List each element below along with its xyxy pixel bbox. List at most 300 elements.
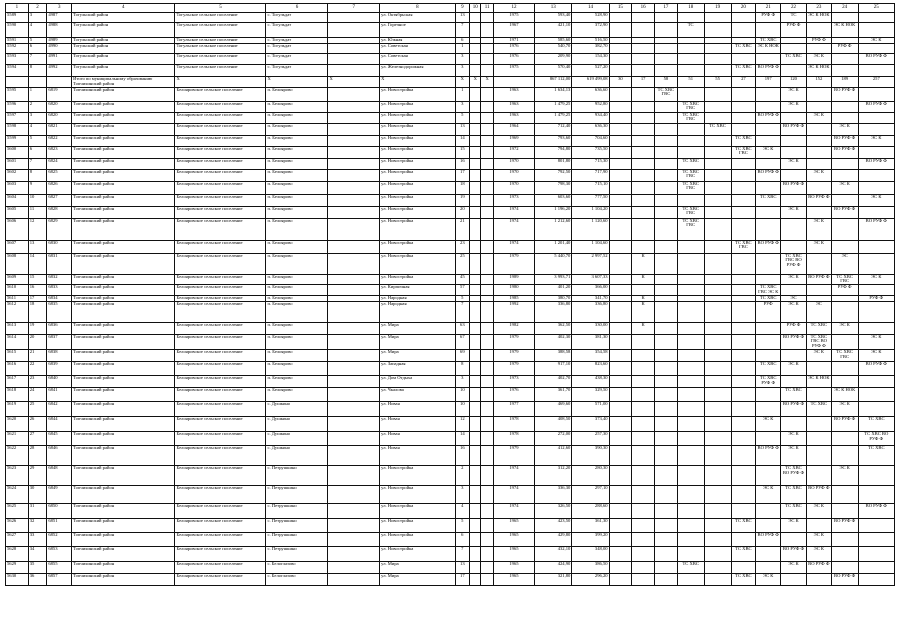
table-cell: ЭС К [858,135,894,146]
table-cell: Итого по муниципальному образованию Топчихинский район [72,77,175,88]
table-row [6,285,895,296]
table-cell: Топчихинский район [72,218,175,240]
table-cell: ЭС К [781,206,807,218]
table-cell [481,274,493,285]
table-cell [831,561,858,573]
table-cell [655,573,678,585]
table-cell [731,274,756,285]
table-cell: ЭС К [806,112,831,123]
table-cell: Топчихинский район [72,465,175,485]
table-cell [328,44,380,54]
table-cell [328,334,380,349]
table-cell: Белояровское сельское поселение [175,87,266,101]
table-cell: 6846 [47,445,72,465]
table-cell [470,322,481,334]
table-cell: п. Белоярово [266,194,328,206]
table-cell: 715,30 [572,158,609,169]
table-cell: 6827 [47,194,72,206]
table-cell: 717,90 [572,169,609,181]
table-cell [731,301,756,322]
table-cell [704,240,731,253]
table-cell [655,361,678,375]
table-cell: 712,40 [535,123,572,135]
table-cell [609,349,632,361]
table-cell [677,87,704,101]
table-cell [756,561,781,573]
table-cell: 1 479,25 [535,112,572,123]
table-cell [632,194,655,206]
table-cell [831,240,858,253]
table-cell [632,206,655,218]
table-cell [609,401,632,416]
table-cell [655,123,678,135]
table-cell: Топчихинский район [72,322,175,334]
table-cell: 336,30 [535,485,572,503]
table-cell: 3 [455,101,469,112]
table-cell: ЭС К [806,54,831,65]
table-cell: 5613 [6,322,29,334]
table-cell [632,240,655,253]
table-cell: 348,00 [572,546,609,561]
table-cell: 1979 [493,361,534,375]
table-cell: РУФ [756,301,781,322]
column-number: 13 [535,4,572,13]
table-cell: Топчихинский район [72,206,175,218]
table-row [6,44,895,54]
table-cell: Белояровское сельское поселение [175,416,266,431]
table-cell: 402,30 [535,334,572,349]
table-cell: ВО РУФ Ф [858,101,894,112]
table-cell: 9 [28,181,47,194]
table-cell [756,334,781,349]
table-cell: 1963 [493,87,534,101]
column-number: 7 [328,4,380,13]
table-cell: 1 196,20 [535,206,572,218]
table-cell: Топчихинский район [72,485,175,503]
table-cell [858,387,894,401]
table-cell [328,240,380,253]
table-cell [858,169,894,181]
table-cell: 15 [455,146,469,158]
table-row [6,546,895,561]
table-cell [858,285,894,296]
table-cell: 1977 [493,401,534,416]
table-cell: 469,60 [535,401,572,416]
table-cell [704,112,731,123]
table-cell: 154,30 [572,54,609,65]
table-cell [756,465,781,485]
table-cell [470,416,481,431]
table-cell [632,101,655,112]
table-cell: Белояровское сельское поселение [175,194,266,206]
table-cell [756,123,781,135]
table-row [6,431,895,445]
table-cell [328,546,380,561]
table-cell [470,123,481,135]
column-number: 25 [858,4,894,13]
table-cell [858,465,894,485]
table-cell: Тогульский район [72,65,175,77]
table-cell [609,301,632,322]
table-cell: 5597 [6,112,29,123]
table-cell [481,240,493,253]
table-cell: 5605 [6,206,29,218]
table-cell: 296,20 [572,573,609,585]
table-row [6,301,895,322]
table-cell [731,561,756,573]
table-cell: 399,20 [572,532,609,546]
table-cell [781,194,807,206]
table-cell: ТС ХВС [858,445,894,465]
table-cell [470,445,481,465]
table-cell [655,431,678,445]
table-cell: с. Душкино [266,431,328,445]
table-cell [677,503,704,518]
table-cell [470,465,481,485]
table-cell [704,546,731,561]
table-cell: с. Тогульдат [266,38,328,44]
table-cell: ул. Новостройка [380,485,455,503]
table-cell: 6838 [47,349,72,361]
table-cell: 540,70 [535,44,572,54]
table-cell: ЭС К [781,445,807,465]
table-cell: 5626 [6,518,29,532]
table-cell: 354,58 [572,349,609,361]
table-cell: 5595 [6,87,29,101]
table-cell: ЭС К [756,485,781,503]
table-cell [731,101,756,112]
table-cell [481,87,493,101]
table-cell: ВО РУФ Ф [831,135,858,146]
table-cell [470,546,481,561]
table-cell [806,44,831,54]
table-cell [632,158,655,169]
table-cell: 6 [28,44,47,54]
table-cell [328,465,380,485]
table-cell [470,87,481,101]
table-cell [481,387,493,401]
table-cell [677,334,704,349]
table-cell: Тогульское сельское поселение [175,44,266,54]
table-cell: 336,80 [535,301,572,322]
table-row [6,518,895,532]
table-cell [328,146,380,158]
table-cell [632,169,655,181]
table-cell: ЭС К НОК [831,23,858,38]
table-cell [328,485,380,503]
table-cell: 917,10 [535,361,572,375]
table-row [6,361,895,375]
table-cell: Тогульское сельское поселение [175,38,266,44]
table-cell: 5627 [6,532,29,546]
header-row [6,4,895,13]
table-cell [756,218,781,240]
table-cell [328,416,380,431]
table-cell [328,503,380,518]
table-cell [632,135,655,146]
table-cell: 8 [28,169,47,181]
table-cell [632,546,655,561]
table-cell: ТС ХВС [677,561,704,573]
table-cell [806,87,831,101]
table-cell [731,253,756,274]
table-cell: 20 [28,334,47,349]
table-cell [609,561,632,573]
table-cell [806,361,831,375]
table-cell: ВО РУФ Ф [831,416,858,431]
table-row [6,135,895,146]
table-cell [858,23,894,38]
table-cell [704,503,731,518]
table-cell: Белояровское сельское поселение [175,146,266,158]
table-cell: 5628 [6,546,29,561]
table-cell: 5606 [6,218,29,240]
table-cell [831,13,858,23]
table-cell [731,503,756,518]
table-cell: с. Тогульдат [266,23,328,38]
table-cell [731,349,756,361]
table-cell [609,218,632,240]
table-cell: 6826 [47,181,72,194]
table-cell [481,23,493,38]
table-cell: Тогульский район [72,23,175,38]
table-cell [858,112,894,123]
table-cell: 4991 [47,54,72,65]
table-cell [470,375,481,387]
table-cell [481,194,493,206]
table-cell: 330,00 [572,322,609,334]
table-cell [731,445,756,465]
table-cell: 423,50 [535,518,572,532]
table-cell: 593,40 [535,13,572,23]
table-cell: 6851 [47,518,72,532]
table-cell: Белояровское сельское поселение [175,274,266,285]
table-cell: 408,50 [535,416,572,431]
table-cell: ул. Новостройка [380,240,455,253]
table-cell: ЭС К НОК [806,65,831,77]
table-cell: 1974 [493,240,534,253]
table-cell: 801,80 [535,158,572,169]
table-cell: 5 [28,135,47,146]
table-cell [481,135,493,146]
table-cell: ул. Новая [380,445,455,465]
table-cell: п. Белоярово [266,274,328,285]
table-cell: 4989 [47,38,72,44]
table-cell [609,169,632,181]
table-cell [632,431,655,445]
table-cell: 33 [28,532,47,546]
table-cell: 2 [455,465,469,485]
table-cell [731,13,756,23]
table-cell [756,101,781,112]
table-cell: 10 [28,194,47,206]
table-cell: 6 [28,146,47,158]
table-cell [704,206,731,218]
table-cell [470,253,481,274]
table-cell [328,65,380,77]
table-cell: 31 [28,503,47,518]
table-cell [704,65,731,77]
table-cell: Топчихинский район [72,135,175,146]
table-cell: с. Тогульдат [266,54,328,65]
table-cell [731,285,756,296]
table-cell [677,485,704,503]
table-cell [677,573,704,585]
table-cell: ВО РУФ Ф [781,546,807,561]
table-cell [731,158,756,169]
table-cell: ЭС [831,253,858,274]
table-cell: 1973 [493,194,534,206]
table-cell [781,240,807,253]
table-cell [806,146,831,158]
table-cell: ВО РУФ Ф [831,573,858,585]
table-cell: 438,30 [572,375,609,387]
table-cell: п. Белоярово [266,181,328,194]
table-cell: Тогульское сельское поселение [175,54,266,65]
table-cell: 14 [455,431,469,445]
table-cell: ТС [677,23,704,38]
table-cell [609,65,632,77]
table-cell [677,13,704,23]
table-cell: ВО РУФ Ф [781,334,807,349]
table-cell [481,485,493,503]
table-cell [831,445,858,465]
table-cell: 361,30 [572,518,609,532]
table-cell: Топчихинский район [72,503,175,518]
table-cell: ул. Мира [380,573,455,585]
table-cell [328,181,380,194]
table-cell: 6852 [47,532,72,546]
table-cell: 5614 [6,334,29,349]
table-cell [328,169,380,181]
table-cell: ТС ХВС ГВС [677,112,704,123]
table-cell [806,135,831,146]
table-cell [655,465,678,485]
table-cell [655,13,678,23]
table-cell [609,253,632,274]
table-cell: 7 [455,23,469,38]
table-cell [655,322,678,334]
table-cell [677,285,704,296]
table-cell [655,206,678,218]
table-cell: 366,00 [572,285,609,296]
table-cell: ТС ХВС [781,387,807,401]
table-cell [609,206,632,218]
table-cell [609,87,632,101]
table-cell: 1 212,60 [535,218,572,240]
table-cell [481,546,493,561]
table-cell: ТС ХВС ГВС [677,181,704,194]
table-cell [806,101,831,112]
table-cell [632,361,655,375]
column-number: 22 [781,4,807,13]
table-cell [609,181,632,194]
table-cell [470,181,481,194]
table-cell: Белояровское сельское поселение [175,181,266,194]
table-cell [655,301,678,322]
table-cell: Х [175,77,266,88]
table-cell: с. Белоглазово [266,573,328,585]
table-cell [632,401,655,416]
table-row [6,573,895,585]
table-cell: 5617 [6,375,29,387]
table-cell: 11 [28,206,47,218]
table-cell [756,546,781,561]
table-cell [704,334,731,349]
table-cell: Белояровское сельское поселение [175,561,266,573]
table-cell [756,87,781,101]
table-cell: 5593 [6,54,29,65]
table-cell: 6823 [47,146,72,158]
table-cell: 321,80 [535,573,572,585]
table-cell: ВО РУФ Ф [781,181,807,194]
table-cell: Топчихинский район [72,387,175,401]
table-cell: ТС ХВС [731,518,756,532]
table-cell [655,546,678,561]
table-cell: 3 [28,13,47,23]
table-cell [481,285,493,296]
table-cell: Белояровское сельское поселение [175,206,266,218]
table-cell: ЭС К [806,349,831,361]
table-cell: ТС ХВС [781,485,807,503]
table-cell: ТС ХВС ГВС [831,349,858,361]
table-cell [831,431,858,445]
table-row [6,23,895,38]
table-cell: Белояровское сельское поселение [175,218,266,240]
table-cell: ул. Новостройка [380,206,455,218]
table-cell: Белояровское сельское поселение [175,503,266,518]
table-cell: ТС ХВС ГВС [677,218,704,240]
table-cell [677,431,704,445]
table-cell [858,146,894,158]
table-cell: 24 [28,387,47,401]
table-cell: ТС ХВС ГВС [677,101,704,112]
table-cell: п. Белоярово [266,146,328,158]
table-cell [858,44,894,54]
table-cell [858,518,894,532]
table-cell [806,431,831,445]
table-cell [609,485,632,503]
table-cell [858,206,894,218]
table-cell: 2 [28,101,47,112]
table-cell: 1974 [493,503,534,518]
table-cell: ул. Новая [380,431,455,445]
table-cell: 257 [858,77,894,88]
table-cell [609,146,632,158]
table-cell [609,54,632,65]
table-cell [677,123,704,135]
table-cell: 23 [455,240,469,253]
table-cell: 1979 [493,334,534,349]
table-cell [470,65,481,77]
table-cell [704,101,731,112]
table-cell: ТС ХВС [731,546,756,561]
table-cell [632,112,655,123]
table-cell [328,274,380,285]
column-number: 8 [380,4,455,13]
table-cell: Топчихинский район [72,561,175,573]
table-cell: 1967 [493,23,534,38]
table-cell: 16 [455,445,469,465]
table-cell [704,387,731,401]
table-cell [731,23,756,38]
table-cell: 1976 [493,387,534,401]
table-row [6,181,895,194]
table-cell: ТС ХВС [756,361,781,375]
table-cell [677,44,704,54]
table-cell: ул. Народная [380,301,455,322]
table-cell [831,169,858,181]
